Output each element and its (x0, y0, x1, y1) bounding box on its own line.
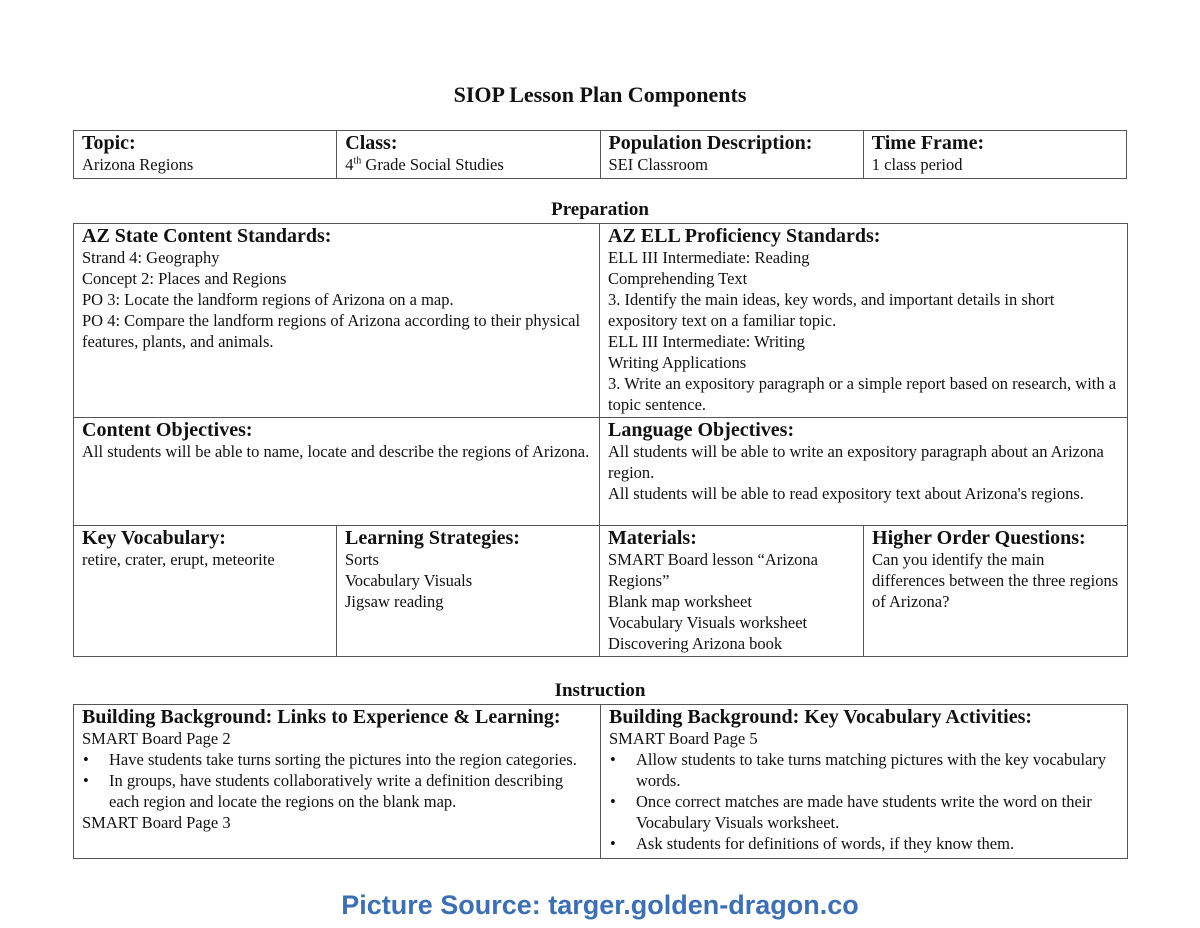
links-experience-cell (74, 705, 601, 859)
list-item: • Once correct matches are made have students write the word on their Vocabulary Visuals worksheet. (636, 791, 1119, 833)
material-line: Blank map worksheet (608, 592, 752, 611)
az-state-line: Concept 2: Places and Regions (82, 269, 287, 288)
learning-strategy-line: Sorts (345, 550, 379, 569)
picture-source-caption: Picture Source: targer.golden-dragon.co (341, 890, 859, 920)
material-line: SMART Board lesson “Arizona Regions” (608, 550, 818, 590)
learning-strategy-line: Jigsaw reading (345, 592, 444, 611)
az-state-standards-cell (74, 224, 600, 418)
list-item: • In groups, have students collaboratively write a definition describing each region and locate the regions on the blank map. (109, 770, 592, 812)
material-line: Discovering Arizona book (608, 634, 783, 653)
material-line: Vocabulary Visuals worksheet (608, 613, 808, 632)
language-objective-line: All students will be able to write an expository paragraph about an Arizona region. (608, 442, 1104, 482)
population-label: Population Description: (608, 132, 813, 154)
vocab-activities-bullet-list (609, 749, 1119, 854)
az-ell-line: 3. Write an expository paragraph or a simple report based on research, with a topic sentence. (608, 374, 1117, 414)
vocab-activities-intro: SMART Board Page 5 (609, 729, 758, 748)
population-value: SEI Classroom (608, 155, 708, 174)
az-ell-standards-label: AZ ELL Proficiency Standards: (608, 225, 881, 247)
az-ell-line: ELL III Intermediate: Writing (608, 332, 805, 351)
preparation-table (73, 223, 1128, 657)
class-label: Class: (345, 132, 398, 154)
preparation-title: Preparation (551, 199, 649, 220)
links-outro: SMART Board Page 3 (82, 813, 231, 832)
population-cell (600, 131, 863, 179)
list-item: • Ask students for definitions of words, if they know them. (636, 833, 1119, 854)
materials-label: Materials: (608, 527, 697, 549)
az-state-line: PO 4: Compare the landform regions of Arizona according to their physical features, plants, and animals. (82, 311, 581, 351)
class-cell (337, 131, 600, 179)
vocab-activities-cell (601, 705, 1128, 859)
az-ell-line: Writing Applications (608, 353, 747, 372)
key-vocabulary-label: Key Vocabulary: (82, 527, 226, 549)
topic-value: Arizona Regions (82, 155, 194, 174)
links-bullet-list (82, 749, 592, 812)
az-state-line: PO 3: Locate the landform regions of Arizona on a map. (82, 290, 454, 309)
vocab-activities-label: Building Background: Key Vocabulary Activities: (609, 706, 1033, 728)
header-table (73, 130, 1127, 179)
class-value: 4th Grade Social Studies (345, 155, 504, 174)
list-item: • Allow students to take turns matching pictures with the key vocabulary words. (636, 749, 1119, 791)
content-objectives-cell (74, 418, 600, 526)
topic-cell (74, 131, 337, 179)
language-objectives-label: Language Objectives: (608, 419, 795, 441)
links-experience-label: Building Background: Links to Experience & Learning: (82, 706, 561, 728)
learning-strategies-label: Learning Strategies: (345, 527, 520, 549)
az-ell-line: 3. Identify the main ideas, key words, and important details in short expository text on a familiar topic. (608, 290, 1055, 330)
learning-strategies-cell (337, 526, 600, 657)
links-intro: SMART Board Page 2 (82, 729, 231, 748)
learning-strategy-line: Vocabulary Visuals (345, 571, 473, 590)
az-ell-line: Comprehending Text (608, 269, 748, 288)
az-ell-standards-cell (600, 224, 1128, 418)
materials-cell (600, 526, 864, 657)
time-frame-value: 1 class period (871, 155, 963, 174)
key-vocabulary-cell (74, 526, 337, 657)
content-objectives-label: Content Objectives: (82, 419, 253, 441)
key-vocabulary-line: retire, crater, erupt, meteorite (82, 550, 275, 569)
time-frame-cell (863, 131, 1126, 179)
content-objective-line: All students will be able to name, locate and describe the regions of Arizona. (82, 442, 590, 461)
language-objective-line: All students will be able to read expository text about Arizona's regions. (608, 484, 1084, 503)
instruction-table (73, 704, 1128, 859)
instruction-title: Instruction (554, 680, 646, 701)
topic-label: Topic: (82, 132, 136, 154)
higher-order-question-line: Can you identify the main differences between the three regions of Arizona? (872, 550, 1119, 611)
az-state-standards-label: AZ State Content Standards: (82, 225, 332, 247)
time-frame-label: Time Frame: (871, 132, 985, 154)
document-title: SIOP Lesson Plan Components (453, 82, 747, 107)
higher-order-questions-label: Higher Order Questions: (872, 527, 1086, 549)
list-item: • Have students take turns sorting the pictures into the region categories. (109, 749, 592, 770)
az-state-line: Strand 4: Geography (82, 248, 220, 267)
language-objectives-cell (600, 418, 1128, 526)
higher-order-questions-cell (864, 526, 1128, 657)
az-ell-line: ELL III Intermediate: Reading (608, 248, 810, 267)
